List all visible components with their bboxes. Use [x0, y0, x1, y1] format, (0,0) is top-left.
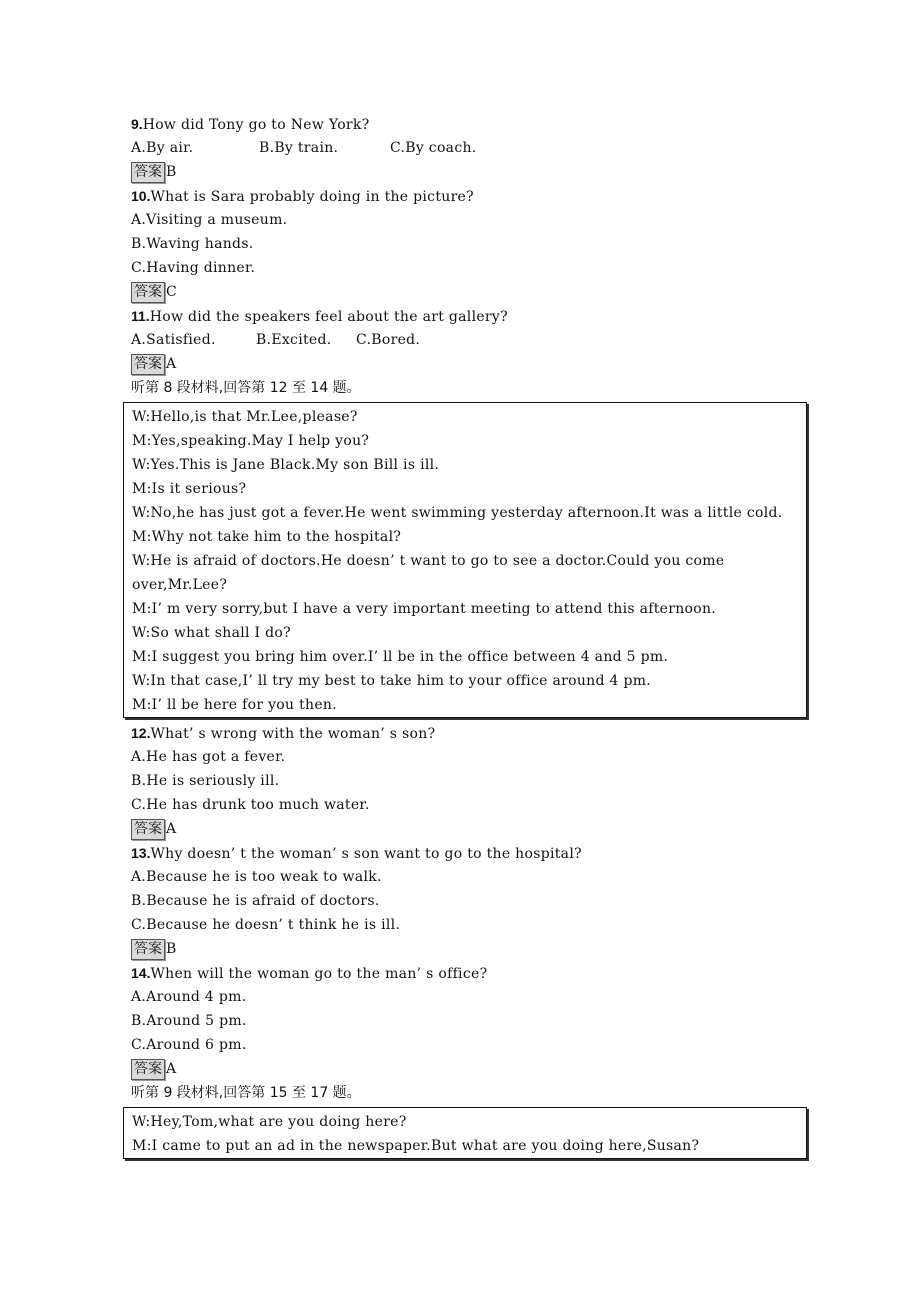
- answer-row-10: [131, 280, 801, 304]
- question-11: [131, 304, 801, 328]
- answer-badge: 答案: [131, 939, 165, 960]
- option-a: A.Because he is too weak to walk.: [131, 869, 382, 885]
- option-c: C.Bored.: [356, 332, 421, 348]
- option-a: A.Visiting a museum.: [131, 212, 288, 228]
- answer-row-13: [131, 937, 801, 961]
- option-a: A.He has got a fever.: [131, 749, 286, 765]
- option-c: C.Having dinner.: [131, 260, 256, 276]
- answer-value: B: [166, 164, 177, 180]
- section-heading-9: 听第 9 段材料,回答第 15 至 17 题。: [131, 1085, 361, 1101]
- dialogue-line: W:In that case,I’ ll try my best to take him to your office around 4 pm.: [132, 673, 652, 689]
- dialogue-line: M:I’ m very sorry,but I have a very important meeting to attend this afternoon.: [132, 601, 717, 617]
- option-c: C.Around 6 pm.: [131, 1037, 247, 1053]
- answer-badge: 答案: [131, 162, 165, 183]
- answer-value: B: [166, 941, 177, 957]
- dialogue-line: M:Is it serious?: [132, 481, 247, 497]
- dialogue-line: M:I suggest you bring him over.I’ ll be in the office between 4 and 5 pm.: [132, 649, 669, 665]
- answer-value: C: [166, 284, 177, 300]
- answer-row-12: [131, 817, 801, 841]
- question-text: When will the woman go to the man’ s office?: [150, 966, 488, 982]
- question-11-options: [131, 328, 801, 352]
- question-text: Why doesn’ t the woman’ s son want to go to the hospital?: [150, 846, 582, 862]
- question-number: 13.: [131, 845, 151, 861]
- question-text: How did the speakers feel about the art gallery?: [149, 309, 508, 325]
- question-13: [131, 841, 801, 865]
- dialogue-line: W:Yes.This is Jane Black.My son Bill is ill.: [132, 457, 440, 473]
- answer-row-11: [131, 352, 801, 376]
- dialogue-box-9: [123, 1107, 807, 1159]
- answer-badge: 答案: [131, 1059, 165, 1080]
- question-text: What is Sara probably doing in the picture?: [150, 189, 474, 205]
- question-text: What’ s wrong with the woman’ s son?: [150, 726, 436, 742]
- option-b: B.Waving hands.: [131, 236, 254, 252]
- question-text: How did Tony go to New York?: [142, 117, 370, 133]
- dialogue-line: M:Yes,speaking.May I help you?: [132, 433, 370, 449]
- section-heading-8: 听第 8 段材料,回答第 12 至 14 题。: [131, 380, 361, 396]
- option-b: B.By train.: [259, 140, 339, 156]
- answer-value: A: [166, 1061, 177, 1077]
- answer-badge: 答案: [131, 819, 165, 840]
- question-9: [131, 112, 801, 136]
- question-9-options: [131, 136, 801, 160]
- option-a: A.Satisfied.: [131, 332, 216, 348]
- dialogue-line: M:I came to put an ad in the newspaper.But what are you doing here,Susan?: [132, 1138, 700, 1154]
- option-c: C.Because he doesn’ t think he is ill.: [131, 917, 401, 933]
- option-a: A.By air.: [131, 140, 194, 156]
- dialogue-line: W:So what shall I do?: [132, 625, 291, 641]
- question-number: 11.: [131, 308, 150, 324]
- dialogue-line: W:Hello,is that Mr.Lee,please?: [132, 409, 358, 425]
- dialogue-line: W:Hey,Tom,what are you doing here?: [132, 1114, 407, 1130]
- question-10: [131, 184, 801, 208]
- option-b: B.Around 5 pm.: [131, 1013, 247, 1029]
- question-number: 12.: [131, 725, 151, 741]
- answer-value: A: [166, 356, 177, 372]
- option-b: B.Because he is afraid of doctors.: [131, 893, 380, 909]
- answer-badge: 答案: [131, 282, 165, 303]
- dialogue-line: W:No,he has just got a fever.He went swimming yesterday afternoon.It was a little cold.: [132, 505, 783, 521]
- answer-value: A: [166, 821, 177, 837]
- question-14: [131, 961, 801, 985]
- question-number: 10.: [131, 188, 151, 204]
- dialogue-line: W:He is afraid of doctors.He doesn’ t want to go to see a doctor.Could you come over,Mr.Lee?: [132, 553, 725, 593]
- dialogue-line: M:Why not take him to the hospital?: [132, 529, 402, 545]
- dialogue-box-8: [123, 402, 807, 718]
- answer-badge: 答案: [131, 354, 165, 375]
- document-page: [131, 112, 801, 1162]
- option-b: B.Excited.: [256, 332, 332, 348]
- option-c: C.By coach.: [390, 140, 477, 156]
- answer-row-9: [131, 160, 801, 184]
- dialogue-line: M:I’ ll be here for you then.: [132, 697, 337, 713]
- answer-row-14: [131, 1057, 801, 1081]
- option-b: B.He is seriously ill.: [131, 773, 280, 789]
- option-a: A.Around 4 pm.: [131, 989, 247, 1005]
- question-12: [131, 721, 801, 745]
- option-c: C.He has drunk too much water.: [131, 797, 370, 813]
- question-number: 9.: [131, 116, 143, 132]
- question-number: 14.: [131, 965, 151, 981]
